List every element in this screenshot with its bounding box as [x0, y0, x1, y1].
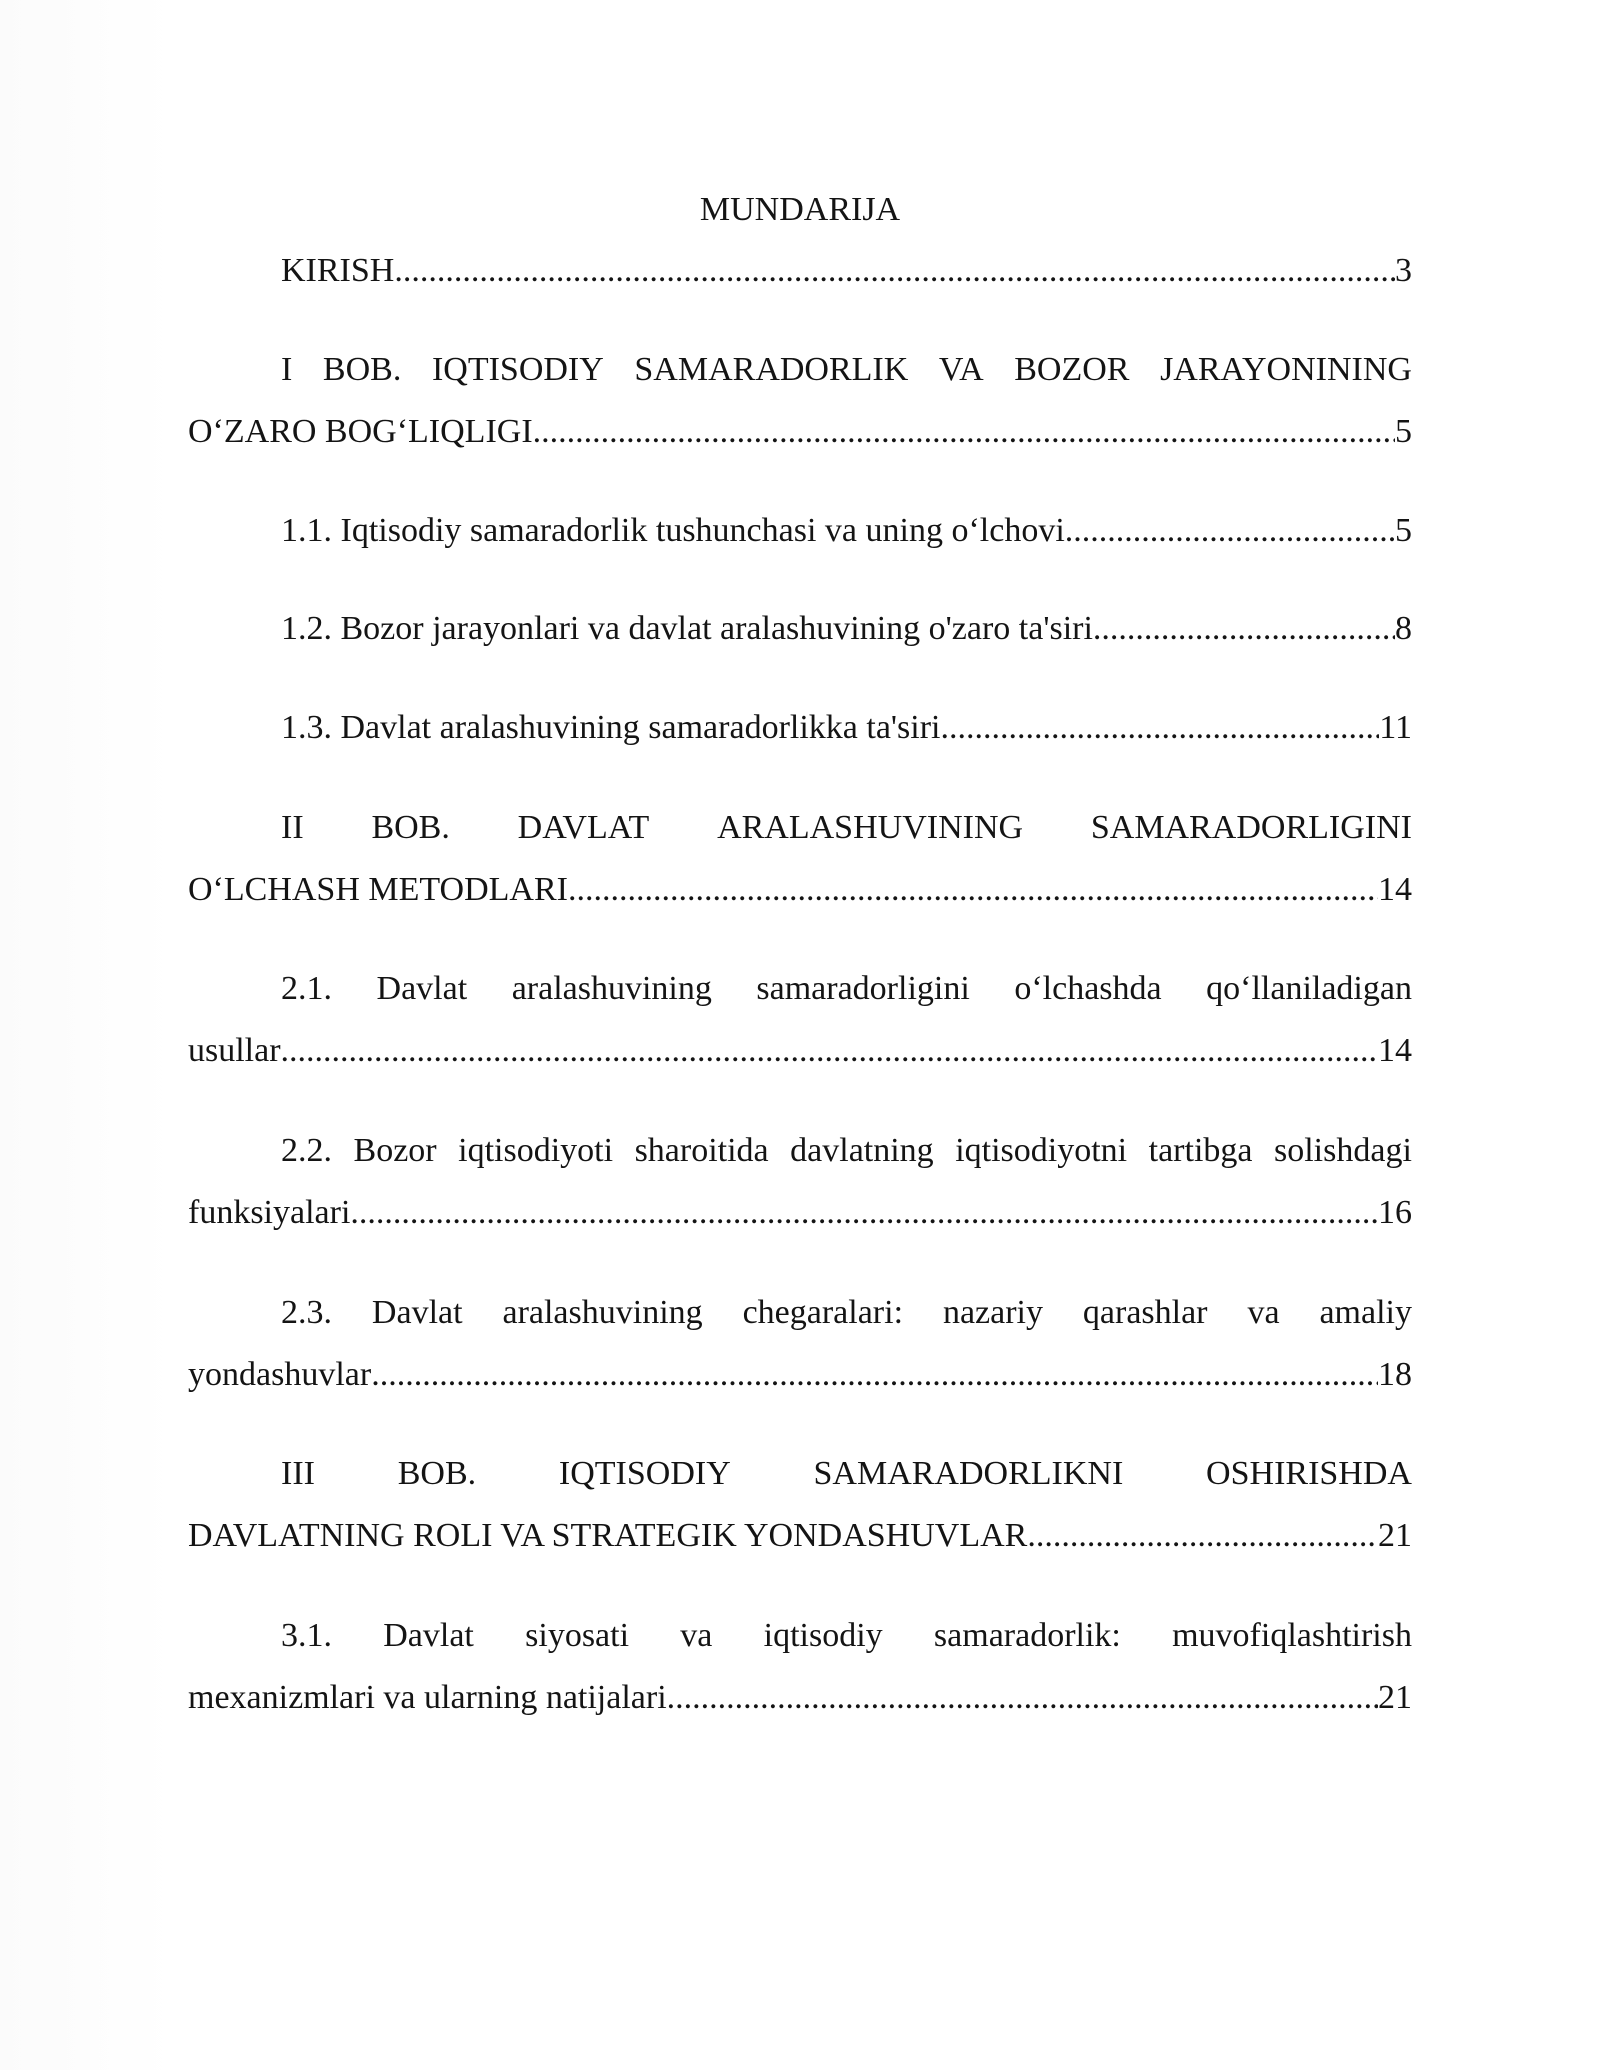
toc-entry[interactable] — [188, 1120, 1412, 1244]
dot-leader — [371, 1344, 1378, 1406]
toc-entry-text: DAVLATNING ROLI VA STRATEGIK YONDASHUVLAR — [188, 1517, 1028, 1554]
toc-page-number: 14 — [1378, 1032, 1412, 1069]
toc-page-number: 16 — [1378, 1194, 1412, 1231]
dot-leader — [533, 401, 1395, 463]
toc-entry-word: OSHIRISHDA — [1206, 1455, 1412, 1492]
toc-entry-first-line — [188, 958, 1412, 1020]
toc-entry-word: ARALASHUVINING — [717, 809, 1024, 846]
toc-entry-word: BOB. — [371, 809, 450, 846]
toc-page-number: 21 — [1378, 1517, 1412, 1554]
toc-entry-leader-line — [188, 1344, 1412, 1406]
toc-entry-text: O‘ZARO BOG‘LIQLIGI — [188, 413, 533, 450]
dot-leader — [281, 1020, 1378, 1082]
dot-leader — [1093, 598, 1395, 660]
toc-entry-word: 2.2. — [281, 1132, 332, 1169]
toc-entry-word: va — [680, 1617, 713, 1654]
toc-entry-leader-line — [188, 240, 1412, 302]
toc-entry-first-line — [188, 1605, 1412, 1667]
toc-entry-word: 2.1. — [281, 970, 332, 1007]
toc-entry-word: IQTISODIY — [558, 1455, 731, 1492]
toc-entry[interactable] — [188, 598, 1412, 660]
toc-entry-leader-line — [188, 500, 1412, 562]
toc-entry-word: VA — [938, 351, 984, 388]
dot-leader — [568, 859, 1378, 921]
toc-entry-word: aralashuvining — [502, 1294, 703, 1331]
toc-entry-word: BOB. — [397, 1455, 477, 1492]
toc-entry-word: 2.3. — [281, 1294, 332, 1331]
toc-entry-word: I — [281, 351, 293, 388]
toc-entry-word: Bozor — [353, 1132, 437, 1169]
toc-entry-word: tartibga — [1148, 1132, 1253, 1169]
toc-entry-word: siyosati — [525, 1617, 630, 1654]
toc-entry-word: nazariy — [942, 1294, 1043, 1331]
dot-leader — [667, 1667, 1378, 1729]
toc-entry[interactable] — [188, 1605, 1412, 1729]
toc-entry-leader-line — [188, 1020, 1412, 1082]
toc-entry-word: amaliy — [1319, 1294, 1412, 1331]
toc-entry-leader-line — [188, 401, 1412, 463]
toc-entry-word: DAVLAT — [517, 809, 650, 846]
toc-entry-word: JARAYONINING — [1160, 351, 1412, 388]
toc-entry-text: funksiyalari — [188, 1194, 351, 1231]
toc-entry[interactable] — [188, 500, 1412, 562]
toc-entry-word: Davlat — [383, 1617, 474, 1654]
toc-entry-word: SAMARADORLIGINI — [1090, 809, 1412, 846]
toc-entry-word: davlatning — [790, 1132, 934, 1169]
toc-entry[interactable] — [188, 797, 1412, 921]
toc-entry-text: KIRISH — [281, 252, 395, 289]
toc-entry-text: mexanizmlari va ularning natijalari — [188, 1679, 667, 1716]
toc-entry-word: chegaralari: — [742, 1294, 904, 1331]
toc-entry[interactable] — [188, 1443, 1412, 1567]
toc-entry[interactable] — [188, 958, 1412, 1082]
toc-entry-word: iqtisodiy — [763, 1617, 883, 1654]
toc-entry-word: SAMARADORLIK — [634, 351, 909, 388]
toc-entry-word: III — [281, 1455, 315, 1492]
toc-entry[interactable] — [188, 240, 1412, 302]
toc-entry-word: iqtisodiyoti — [458, 1132, 614, 1169]
toc-page-number: 18 — [1378, 1356, 1412, 1393]
dot-leader — [350, 1182, 1378, 1244]
toc-entry-text: 1.1. Iqtisodiy samaradorlik tushunchasi va uning o‘lchovi — [281, 512, 1065, 549]
toc-entry-text: usullar — [188, 1032, 281, 1069]
toc-title: MUNDARIJA — [699, 191, 901, 228]
toc-entry-leader-line — [188, 859, 1412, 921]
toc-entry-word: Davlat — [376, 970, 468, 1007]
toc-entry-word: va — [1247, 1294, 1280, 1331]
toc-entry[interactable] — [188, 1282, 1412, 1406]
toc-entry-word: sharoitida — [634, 1132, 769, 1169]
page-edge-shade — [0, 0, 175, 2070]
dot-leader — [1065, 500, 1395, 562]
toc-page-number: 21 — [1378, 1679, 1412, 1716]
toc-entry-leader-line — [188, 598, 1412, 660]
toc-entry-word: o‘lchashda — [1014, 970, 1162, 1007]
toc-entry-word: aralashuvining — [511, 970, 712, 1007]
toc-entry-word: samaradorligini — [756, 970, 970, 1007]
toc-entry[interactable] — [188, 697, 1412, 759]
dot-leader — [940, 697, 1379, 759]
toc-entry-first-line — [188, 1443, 1412, 1505]
toc-entry-word: Davlat — [371, 1294, 463, 1331]
toc-entry[interactable] — [188, 339, 1412, 463]
toc-entry-word: SAMARADORLIKNI — [813, 1455, 1124, 1492]
dot-leader — [394, 240, 1395, 302]
toc-page-number: 8 — [1395, 610, 1412, 647]
toc-entry-first-line — [188, 1282, 1412, 1344]
toc-entry-word: BOB. — [322, 351, 402, 388]
toc-entry-text: yondashuvlar — [188, 1356, 372, 1393]
toc-entry-word: qarashlar — [1082, 1294, 1208, 1331]
toc-entry-word: 3.1. — [281, 1617, 332, 1654]
toc-entry-word: iqtisodiyotni — [955, 1132, 1128, 1169]
toc-page-number: 5 — [1395, 413, 1412, 450]
toc-entry-word: samaradorlik: — [933, 1617, 1121, 1654]
toc-entry-leader-line — [188, 1505, 1412, 1567]
dot-leader — [1027, 1505, 1378, 1567]
toc-entry-word: BOZOR — [1014, 351, 1130, 388]
toc-entry-word: muvofiqlashtirish — [1172, 1617, 1412, 1654]
toc-entry-word: II — [281, 809, 304, 846]
toc-entry-word: solishdagi — [1274, 1132, 1412, 1169]
toc-entry-word: qo‘llaniladigan — [1206, 970, 1412, 1007]
toc-entry-leader-line — [188, 697, 1412, 759]
toc-entry-first-line — [188, 1120, 1412, 1182]
toc-page-number: 3 — [1395, 252, 1412, 289]
toc-entry-text: 1.2. Bozor jarayonlari va davlat aralashuvining o'zaro ta'siri — [281, 610, 1093, 647]
toc-entry-leader-line — [188, 1182, 1412, 1244]
toc-page-number: 5 — [1395, 512, 1412, 549]
toc-entry-leader-line — [188, 1667, 1412, 1729]
toc-page-number: 11 — [1379, 709, 1412, 746]
toc-entry-first-line — [188, 797, 1412, 859]
toc-entry-text: 1.3. Davlat aralashuvining samaradorlikka ta'siri — [281, 709, 941, 746]
toc-entry-text: O‘LCHASH METODLARI — [188, 871, 568, 908]
toc-page-number: 14 — [1378, 871, 1412, 908]
toc-entry-first-line — [188, 339, 1412, 401]
toc-entry-word: IQTISODIY — [431, 351, 604, 388]
